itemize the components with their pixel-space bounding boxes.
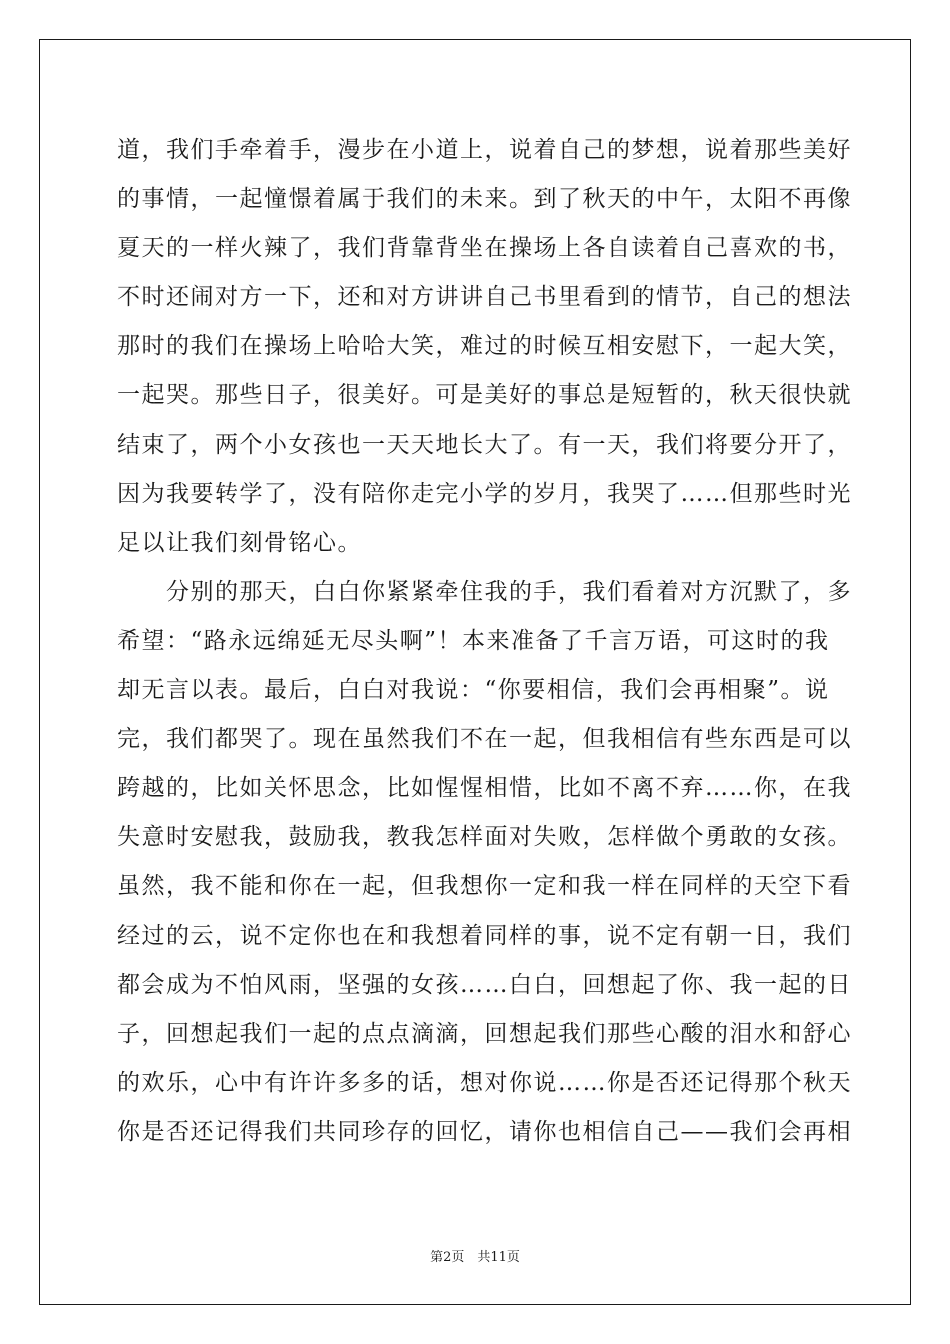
text-line: 的欢乐，心中有许许多多的话，想对你说……你是否还记得那个秋天 — [117, 1069, 852, 1096]
text-line: 道，我们手牵着手，漫步在小道上，说着自己的梦想，说着那些美好 — [117, 137, 852, 163]
text-line: 因为我要转学了，没有陪你走完小学的岁月，我哭了……但那些时光 — [117, 480, 852, 507]
page-number: 第2页 共11页 — [430, 1250, 520, 1265]
text-line: 失意时安慰我，鼓励我，教我怎样面对失败，怎样做个勇敢的女孩。 — [117, 824, 852, 851]
body-text — [117, 126, 852, 1157]
text-line: 不时还闹对方一下，还和对方讲讲自己书里看到的情节，自己的想法 — [117, 284, 852, 311]
text-line: 结束了，两个小女孩也一天天地长大了。有一天，我们将要分开了， — [117, 431, 852, 458]
text-line: 都会成为不怕风雨，坚强的女孩……白白，回想起了你、我一起的日 — [117, 971, 852, 998]
text-line: 完，我们都哭了。现在虽然我们不在一起，但我相信有些东西是可以 — [117, 726, 852, 753]
text-line: 却无言以表。最后，白白对我说：“你要相信，我们会再相聚”。说 — [117, 677, 830, 704]
text-line: 足以让我们刻骨铭心。 — [117, 529, 362, 556]
text-line: 一起哭。那些日子，很美好。可是美好的事总是短暂的，秋天很快就 — [117, 382, 852, 409]
text-line: 那时的我们在操场上哈哈大笑，难过的时候互相安慰下，一起大笑， — [117, 333, 852, 360]
text-line: 的事情，一起憧憬着属于我们的未来。到了秋天的中午，太阳不再像 — [117, 186, 852, 213]
text-line: 跨越的，比如关怀思念，比如惺惺相惜，比如不离不弃……你，在我 — [117, 775, 852, 802]
text-line: 你是否还记得我们共同珍存的回忆，请你也相信自己——我们会再相 — [117, 1118, 852, 1145]
text-line: 虽然，我不能和你在一起，但我想你一定和我一样在同样的天空下看 — [117, 873, 852, 900]
text-line: 分别的那天，白白你紧紧牵住我的手，我们看着对方沉默了，多 — [117, 578, 852, 605]
text-line: 希望：“路永远绵延无尽头啊”！本来准备了千言万语，可这时的我 — [117, 627, 830, 654]
text-line: 夏天的一样火辣了，我们背靠背坐在操场上各自读着自己喜欢的书， — [117, 235, 852, 262]
text-line: 经过的云，说不定你也在和我想着同样的事，说不定有朝一日，我们 — [117, 922, 852, 949]
text-line: 子，回想起我们一起的点点滴滴，回想起我们那些心酸的泪水和舒心 — [117, 1020, 852, 1047]
